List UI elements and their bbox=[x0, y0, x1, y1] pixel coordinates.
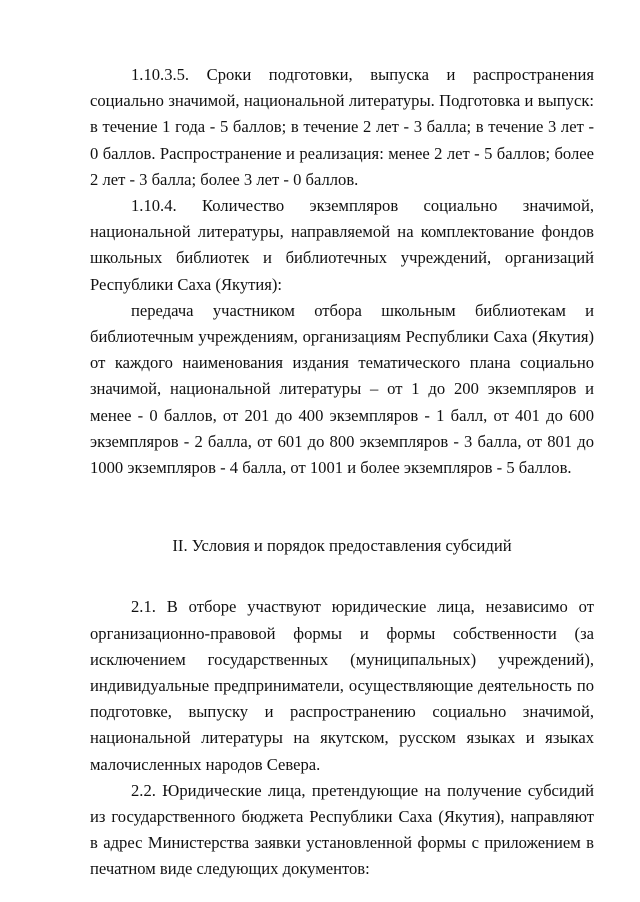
document-body bbox=[90, 62, 594, 883]
spacer bbox=[90, 481, 594, 533]
spacer bbox=[90, 559, 594, 594]
paragraph-2-1: 2.1. В отборе участвуют юридические лица, независимо от организационно-правовой формы и формы собственности (за исключением государственных (муниципальных) учреждений), индивидуальные предприниматели, осуществляющие деятельность по подготовке, выпуску и распространению социально значимой, национальной литературы на якутском, русском языках и языках малочисленных народов Севера. bbox=[90, 597, 594, 774]
paragraph-1-10-3-5: 1.10.3.5. Сроки подготовки, выпуска и распространения социально значимой, национальной литературы. Подготовка и выпуск: в течение 1 года - 5 баллов; в течение 2 лет - 3 балла; в течение 3 лет - 0 баллов. Распространение и реализация: менее 2 лет - 5 баллов; более 2 лет - 3 балла; более 3 лет - 0 баллов. bbox=[90, 65, 594, 189]
section-heading: II. Условия и порядок предоставления субсидий bbox=[172, 536, 512, 556]
paragraph-transfer-scoring: передача участником отбора школьным библиотекам и библиотечным учреждениям, организациям Республики Саха (Якутия) от каждого наименования издания тематического плана социально значимой, национальной литературы – от 1 до 200 экземпляров и менее - 0 баллов, от 201 до 400 экземпляров - 1 балл, от 401 до 600 экземпляров - 2 балла, от 601 до 800 экземпляров - 3 балла, от 801 до 1000 экземпляров - 4 балла, от 1001 и более экземпляров - 5 баллов. bbox=[90, 300, 594, 478]
paragraph-2-2: 2.2. Юридические лица, претендующие на получение субсидий из государственного бюджета Республики Саха (Якутия), направляют в адрес Министерства заявки установленной формы с приложением в печатном виде следующих документов: bbox=[90, 780, 594, 879]
paragraph-1-10-4: 1.10.4. Количество экземпляров социально значимой, национальной литературы, направляемой на комплектование фондов школьных библиотек и библиотечных учреждений, организаций Республики Саха (Якутия): bbox=[90, 196, 594, 294]
